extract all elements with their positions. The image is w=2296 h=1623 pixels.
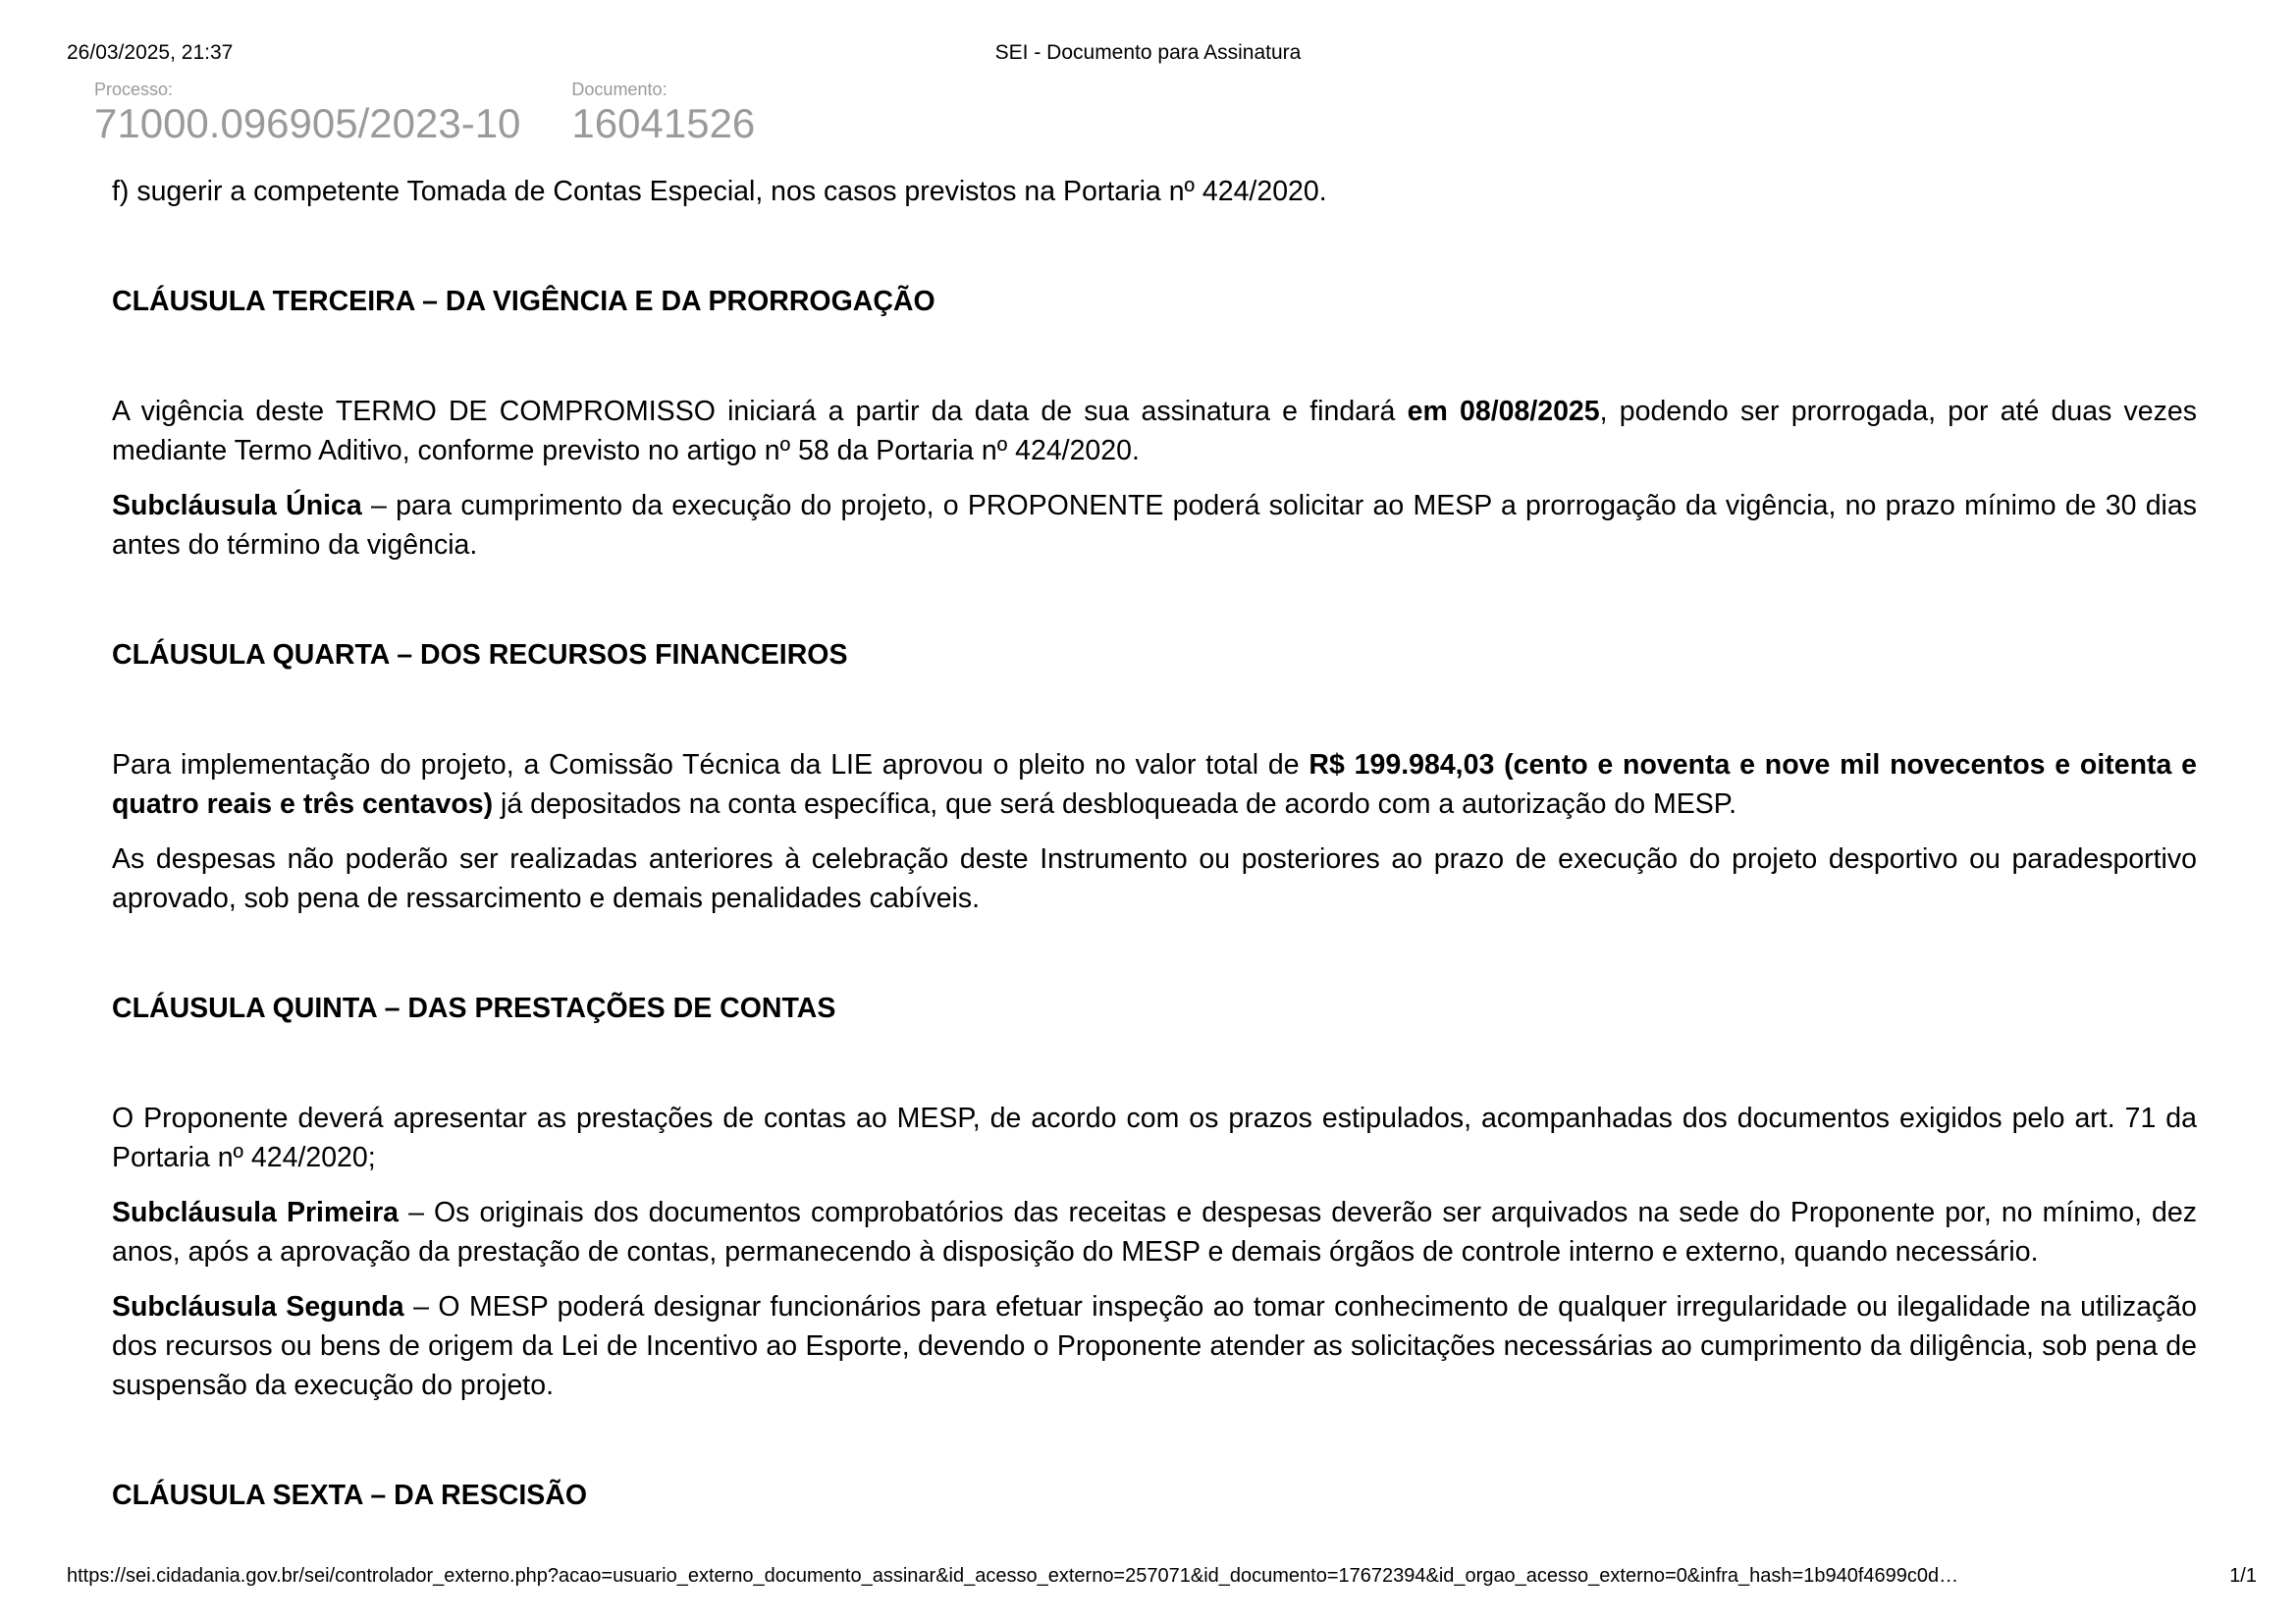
- page-url: https://sei.cidadania.gov.br/sei/controlador_externo.php?acao=usuario_externo_documento_assinar&id_acesso_externo=257071&id_documento=17672394&id_orgao_acesso_externo=0&infra_hash=1b940f4699c0d…: [67, 1565, 1959, 1587]
- subclausula-segunda-label: Subcláusula Segunda: [112, 1291, 404, 1323]
- clausula-quarta-heading: CLÁUSULA QUARTA – DOS RECURSOS FINANCEIROS: [112, 639, 848, 671]
- subclausula-primeira-paragraph: [112, 1193, 2197, 1271]
- subclausula-unica-paragraph: [112, 486, 2197, 565]
- subclausula-primeira-text: – Os originais dos documentos comprobatórios das receitas e despesas deverão ser arquivados na sede do Proponente por, no mínimo, dez anos, após a aprovação da prestação de contas, permanecendo à disposição do MESP e demais órgãos de controle interno e externo, quando necessário.: [112, 1197, 2197, 1268]
- sei-document-meta: [94, 79, 755, 147]
- clausula-quarta-paragraph: [112, 745, 2197, 824]
- documento-number: 16041526: [571, 100, 756, 146]
- print-header: [67, 41, 2229, 71]
- print-page-title: SEI - Documento para Assinatura: [994, 41, 1302, 64]
- clausula-quinta-heading: CLÁUSULA QUINTA – DAS PRESTAÇÕES DE CONTAS: [112, 993, 836, 1024]
- clausula-terceira-text-a: A vigência deste TERMO DE COMPROMISSO iniciará a partir da data de sua assinatura e findará: [112, 396, 1408, 427]
- despesas-paragraph: As despesas não poderão ser realizadas anteriores à celebração deste Instrumento ou posteriores ao prazo de execução do projeto desportivo ou paradesportivo aprovado, sob pena de ressarcimento e demais penalidades cabíveis.: [112, 843, 2197, 914]
- clausula-quarta-text-a: Para implementação do projeto, a Comissão Técnica da LIE aprovou o pleito no valor total de: [112, 749, 1309, 781]
- clausula-sexta-heading: CLÁUSULA SEXTA – DA RESCISÃO: [112, 1480, 588, 1511]
- documento-block: [571, 79, 755, 147]
- vigencia-end-date: em 08/08/2025: [1407, 396, 1600, 427]
- clausula-terceira-heading: CLÁUSULA TERCEIRA – DA VIGÊNCIA E DA PRORROGAÇÃO: [112, 286, 935, 317]
- subclausula-segunda-text: – O MESP poderá designar funcionários para efetuar inspeção ao tomar conhecimento de qualquer irregularidade ou ilegalidade na utilização dos recursos ou bens de origem da Lei de Incentivo ao Esporte, devendo o Proponente atender as solicitações necessárias ao cumprimento da diligência, sob pena de suspensão da execução do projeto.: [112, 1291, 2197, 1401]
- clausula-quarta-text-b: já depositados na conta específica, que será desbloqueada de acordo com a autorização do MESP.: [493, 788, 1737, 820]
- document-body: [112, 172, 2197, 1551]
- valor-total: R$ 199.984,03 (cento e noventa e nove mil novecentos e oitenta e quatro reais e três centavos): [112, 749, 2197, 820]
- documento-label: Documento:: [571, 80, 667, 99]
- print-footer: [67, 1565, 2257, 1593]
- subclausula-unica-label: Subcláusula Única: [112, 490, 362, 521]
- print-datetime: 26/03/2025, 21:37: [67, 41, 234, 64]
- subclausula-unica-text: – para cumprimento da execução do projeto, o PROPONENTE poderá solicitar ao MESP a prorrogação da vigência, no prazo mínimo de 30 dias antes do término da vigência.: [112, 490, 2197, 561]
- processo-block: [94, 79, 520, 147]
- page-number: 1/1: [2229, 1565, 2257, 1587]
- clausula-terceira-paragraph: [112, 392, 2197, 470]
- processo-label: Processo:: [94, 80, 174, 99]
- clausula-terceira-text-b: , podendo ser prorrogada, por até duas vezes mediante Termo Aditivo, conforme previsto no artigo nº 58 da Portaria nº 424/2020.: [112, 396, 2197, 466]
- clausula-quinta-paragraph: O Proponente deverá apresentar as prestações de contas ao MESP, de acordo com os prazos estipulados, acompanhadas dos documentos exigidos pelo art. 71 da Portaria nº 424/2020;: [112, 1103, 2197, 1173]
- paragraph-item-f: f) sugerir a competente Tomada de Contas Especial, nos casos previstos na Portaria nº 424/2020.: [112, 176, 1327, 207]
- processo-number: 71000.096905/2023-10: [94, 100, 521, 146]
- subclausula-segunda-paragraph: [112, 1287, 2197, 1405]
- subclausula-primeira-label: Subcláusula Primeira: [112, 1197, 400, 1228]
